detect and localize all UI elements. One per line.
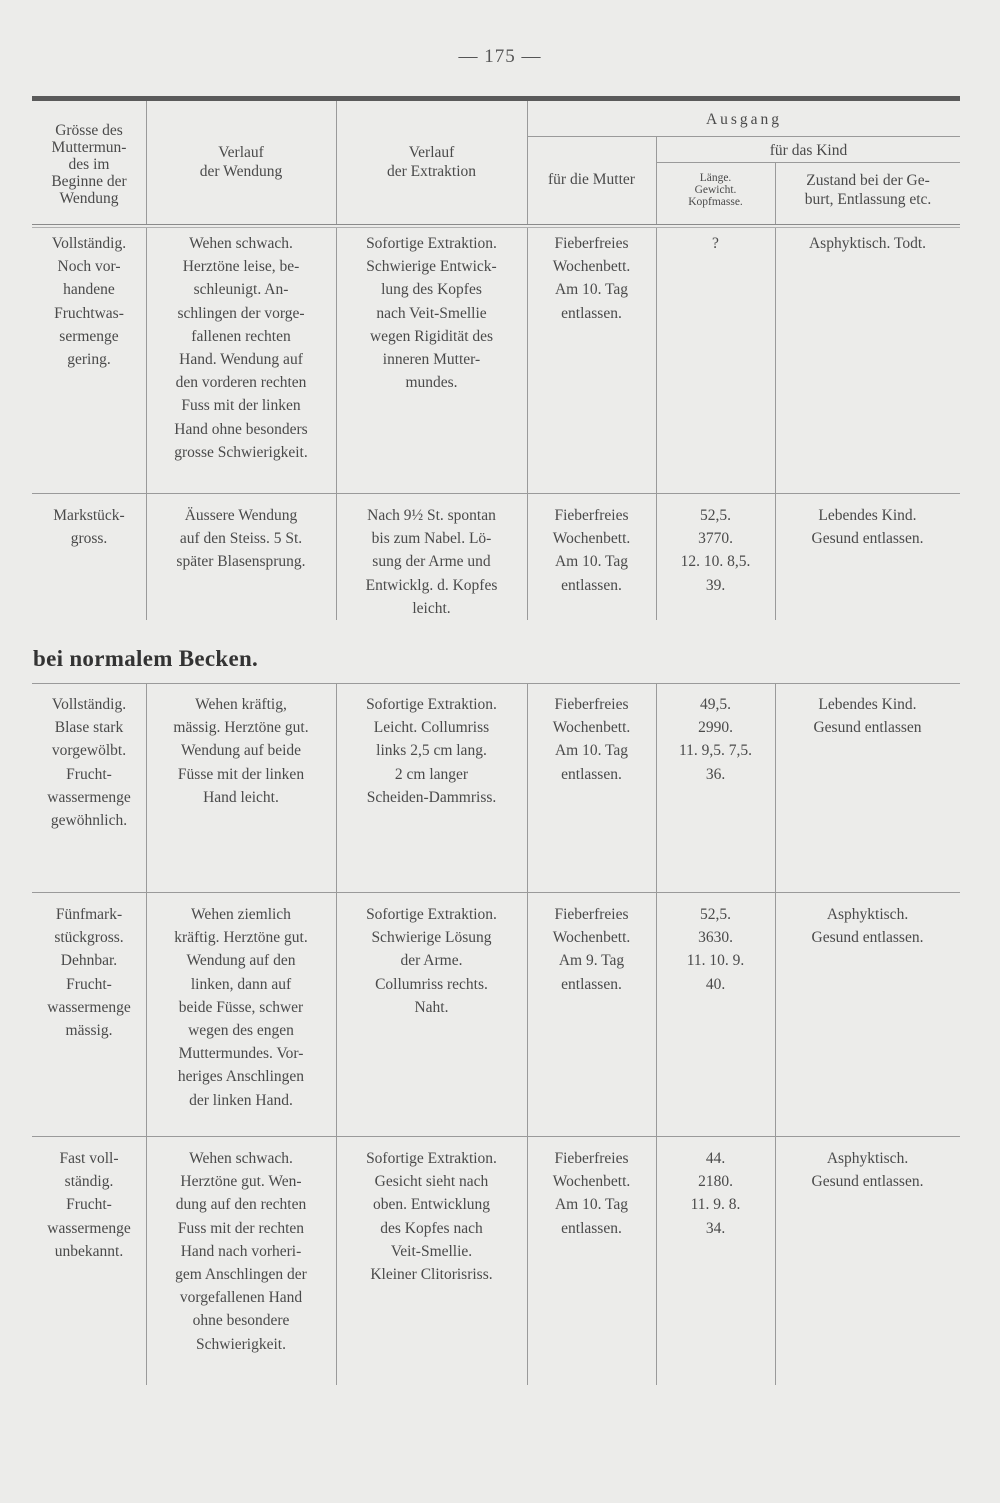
table-row-1-extraktion: Sofortige Extraktion. Schwierige Entwick- lung des Kopfes nach Veit-Smellie wegen Rigidität des inneren Mutter- mundes.: [366, 235, 497, 392]
table-row-5-zustand: Asphyktisch. Gesund entlassen.: [811, 1150, 924, 1191]
table-row-3-wendung: Wehen kräftig, mässig. Herztöne gut. Wendung auf beide Füsse mit der linken Hand leicht.: [173, 696, 309, 806]
table-row-2-extraktion: Nach 9½ St. spontan bis zum Nabel. Lö- sung der Arme und Entwicklg. d. Kopfes leicht.: [365, 507, 498, 617]
page-number: — 175 —: [458, 46, 542, 67]
row-separator: [32, 493, 960, 494]
table-row-2-masse: 52,5. 3770. 12. 10. 8,5. 39.: [680, 507, 751, 594]
table-row-3-extraktion: Sofortige Extraktion. Leicht. Collumriss links 2,5 cm lang. 2 cm langer Scheiden-Dammriss.: [366, 696, 497, 806]
section-top-rule: [32, 683, 960, 684]
table-row-4-wendung: Wehen ziemlich kräftig. Herztöne gut. Wendung auf den linken, dann auf beide Füsse, schwer wegen des engen Muttermundes. Vor- heriges Anschlingen der linken Hand.: [174, 906, 308, 1109]
header-zustand: Zustand bei der Ge- burt, Entlassung etc.: [804, 172, 932, 208]
table-row-2-wendung: Äussere Wendung auf den Steiss. 5 St. später Blasensprung.: [176, 507, 306, 571]
row-separator: [32, 1136, 960, 1137]
header-groesse: Grösse des Muttermun- des im Beginne der Wendung: [51, 122, 127, 207]
table-row-2-mutter: Fieberfreies Wochenbett. Am 10. Tag entlassen.: [552, 507, 631, 594]
table-row-3-masse: 49,5. 2990. 11. 9,5. 7,5. 36.: [678, 696, 753, 783]
header-mutter: für die Mutter: [548, 171, 635, 188]
table-top-rule: [32, 96, 960, 101]
table-row-1-mutter: Fieberfreies Wochenbett. Am 10. Tag entlassen.: [552, 235, 631, 322]
table-row-2-zustand: Lebendes Kind. Gesund entlassen.: [811, 507, 924, 548]
header-laenge: Länge. Gewicht. Kopfmasse.: [688, 172, 743, 208]
table-row-3-mutter: Fieberfreies Wochenbett. Am 10. Tag entlassen.: [552, 696, 631, 783]
row-separator: [32, 892, 960, 893]
table-row-1-zustand: Asphyktisch. Todt.: [808, 235, 927, 252]
column-divider: [656, 683, 657, 1385]
table-row-5-masse: 44. 2180. 11. 9. 8. 34.: [690, 1150, 741, 1237]
header-verlauf-wendung: Verlauf der Wendung: [199, 144, 283, 180]
table-row-4-zustand: Asphyktisch. Gesund entlassen.: [811, 906, 924, 947]
table-row-4-mutter: Fieberfreies Wochenbett. Am 9. Tag entlassen.: [552, 906, 631, 993]
table-row-3-groesse: Vollständig. Blase stark vorgewölbt. Frucht- wassermenge gewöhnlich.: [47, 696, 131, 830]
header-rule-ausgang: [528, 136, 960, 137]
header-ausgang: Ausgang: [705, 111, 783, 128]
table-row-4-masse: 52,5. 3630. 11. 10. 9. 40.: [686, 906, 745, 993]
table-row-5-groesse: Fast voll- ständig. Frucht- wassermenge unbekannt.: [47, 1150, 131, 1260]
header-bottom-rule-2: [32, 227, 960, 228]
table-row-1-groesse: Vollständig. Noch vor- handene Fruchtwas- sermenge gering.: [51, 235, 127, 369]
table-row-5-mutter: Fieberfreies Wochenbett. Am 10. Tag entlassen.: [552, 1150, 631, 1237]
table-row-4-extraktion: Sofortige Extraktion. Schwierige Lösung der Arme. Collumriss rechts. Naht.: [366, 906, 497, 1016]
header-verlauf-extraktion: Verlauf der Extraktion: [386, 144, 477, 180]
column-divider: [775, 228, 776, 620]
column-divider: [527, 683, 528, 1385]
header-kind: für das Kind: [769, 142, 848, 159]
header-rule-kind: [657, 162, 960, 163]
table-row-4-groesse: Fünfmark- stückgross. Dehnbar. Frucht- wassermenge mässig.: [47, 906, 131, 1040]
column-divider: [775, 683, 776, 1385]
table-row-1-wendung: Wehen schwach. Herztöne leise, be- schleunigt. An- schlingen der vorge- fallenen rechten Hand. Wendung auf den vorderen rechten Fuss mit der linken Hand ohne besonders grosse Schwierigkeit.: [174, 235, 308, 461]
table-row-5-extraktion: Sofortige Extraktion. Gesicht sieht nach oben. Entwicklung des Kopfes nach Veit-Smellie. Kleiner Clitorisriss.: [366, 1150, 497, 1284]
table-row-1-masse: ?: [712, 235, 719, 252]
header-bottom-rule: [32, 224, 960, 225]
table-row-2-groesse: Markstück- gross.: [53, 507, 125, 548]
table-row-5-wendung: Wehen schwach. Herztöne gut. Wen- dung auf den rechten Fuss mit der rechten Hand nach vorheri- gem Anschlingen der vorgefallenen Hand ohne besondere Schwierigkeit.: [175, 1150, 307, 1353]
table-row-3-zustand: Lebendes Kind. Gesund entlassen: [813, 696, 922, 737]
section-title: bei normalem Becken.: [33, 646, 259, 671]
